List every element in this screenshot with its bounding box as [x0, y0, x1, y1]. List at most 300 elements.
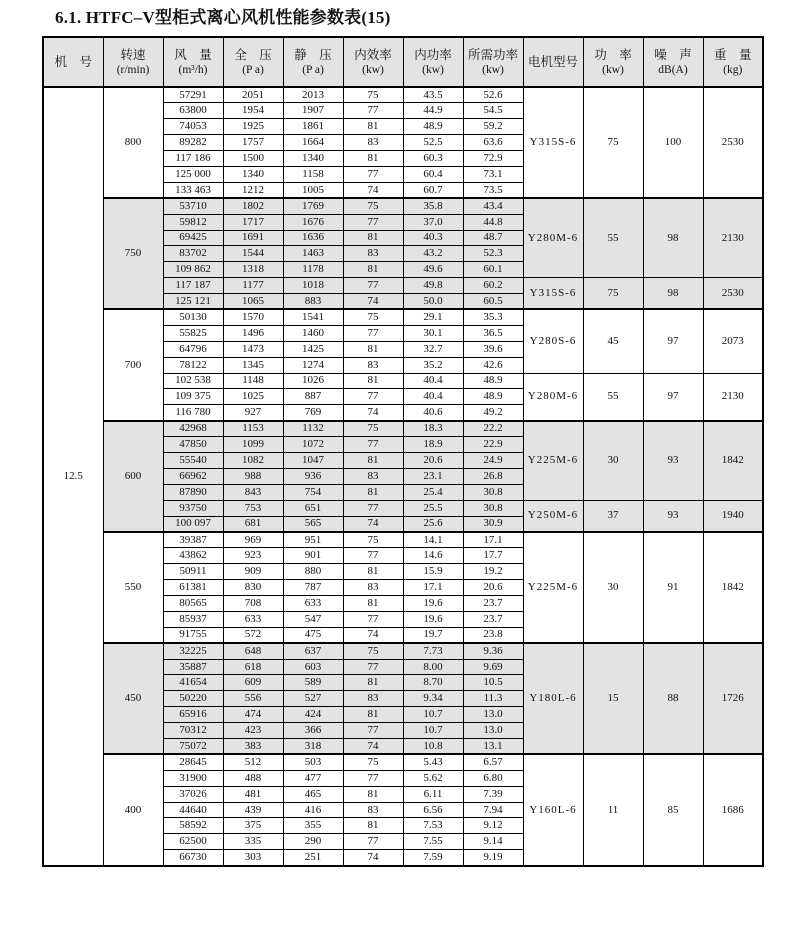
- total-pressure-cell: 572: [223, 627, 283, 643]
- static-pressure-cell: 355: [283, 818, 343, 834]
- internal-power-cell: 19.7: [403, 627, 463, 643]
- required-power-cell: 48.9: [463, 389, 523, 405]
- internal-power-cell: 10.8: [403, 739, 463, 755]
- noise-cell: 97: [643, 309, 703, 373]
- internal-power-cell: 8.70: [403, 675, 463, 691]
- noise-cell: 98: [643, 198, 703, 277]
- internal-power-cell: 17.1: [403, 580, 463, 596]
- required-power-cell: 54.5: [463, 103, 523, 119]
- flow-cell: 58592: [163, 818, 223, 834]
- required-power-cell: 19.2: [463, 564, 523, 580]
- static-pressure-cell: 1664: [283, 135, 343, 151]
- table-row: [43, 754, 763, 770]
- flow-cell: 75072: [163, 739, 223, 755]
- column-header-name: 全 压: [234, 48, 272, 62]
- total-pressure-cell: 1925: [223, 119, 283, 135]
- internal-power-cell: 25.4: [403, 484, 463, 500]
- column-header-unit: (P a): [242, 64, 264, 76]
- required-power-cell: 26.8: [463, 468, 523, 484]
- total-pressure-cell: 474: [223, 707, 283, 723]
- total-pressure-cell: 512: [223, 754, 283, 770]
- motor-power-cell: 45: [583, 309, 643, 373]
- weight-cell: 1726: [703, 643, 763, 754]
- total-pressure-cell: 481: [223, 786, 283, 802]
- required-power-cell: 23.7: [463, 611, 523, 627]
- efficiency-cell: 81: [343, 675, 403, 691]
- required-power-cell: 7.39: [463, 786, 523, 802]
- noise-cell: 88: [643, 643, 703, 754]
- motor-model-cell: Y250M-6: [523, 500, 583, 532]
- motor-power-cell: 55: [583, 198, 643, 277]
- internal-power-cell: 14.1: [403, 532, 463, 548]
- efficiency-cell: 81: [343, 341, 403, 357]
- flow-cell: 109 862: [163, 262, 223, 278]
- static-pressure-cell: 1636: [283, 230, 343, 246]
- efficiency-cell: 77: [343, 723, 403, 739]
- static-pressure-cell: 477: [283, 770, 343, 786]
- static-pressure-cell: 1047: [283, 452, 343, 468]
- required-power-cell: 22.9: [463, 437, 523, 453]
- internal-power-cell: 20.6: [403, 452, 463, 468]
- column-header-name: 风 量: [174, 48, 212, 62]
- flow-cell: 50220: [163, 691, 223, 707]
- flow-cell: 117 186: [163, 151, 223, 167]
- static-pressure-cell: 290: [283, 834, 343, 850]
- static-pressure-cell: 424: [283, 707, 343, 723]
- internal-power-cell: 25.5: [403, 500, 463, 516]
- total-pressure-cell: 1153: [223, 421, 283, 437]
- required-power-cell: 44.8: [463, 214, 523, 230]
- noise-cell: 97: [643, 373, 703, 421]
- efficiency-cell: 77: [343, 437, 403, 453]
- static-pressure-cell: 1158: [283, 166, 343, 182]
- required-power-cell: 23.8: [463, 627, 523, 643]
- required-power-cell: 35.3: [463, 309, 523, 325]
- efficiency-cell: 81: [343, 230, 403, 246]
- static-pressure-cell: 547: [283, 611, 343, 627]
- total-pressure-cell: 609: [223, 675, 283, 691]
- required-power-cell: 9.69: [463, 659, 523, 675]
- total-pressure-cell: 843: [223, 484, 283, 500]
- internal-power-cell: 40.6: [403, 405, 463, 421]
- internal-power-cell: 7.53: [403, 818, 463, 834]
- efficiency-cell: 77: [343, 166, 403, 182]
- flow-cell: 83702: [163, 246, 223, 262]
- motor-power-cell: 55: [583, 373, 643, 421]
- total-pressure-cell: 633: [223, 611, 283, 627]
- efficiency-cell: 81: [343, 564, 403, 580]
- flow-cell: 59812: [163, 214, 223, 230]
- column-header-unit: (r/min): [116, 64, 150, 76]
- internal-power-cell: 19.6: [403, 596, 463, 612]
- internal-power-cell: 23.1: [403, 468, 463, 484]
- required-power-cell: 59.2: [463, 119, 523, 135]
- motor-power-cell: 37: [583, 500, 643, 532]
- internal-power-cell: 7.59: [403, 850, 463, 866]
- column-header: [283, 37, 343, 87]
- efficiency-cell: 81: [343, 707, 403, 723]
- total-pressure-cell: 1340: [223, 166, 283, 182]
- efficiency-cell: 77: [343, 278, 403, 294]
- weight-cell: 2130: [703, 198, 763, 277]
- motor-model-cell: Y315S-6: [523, 278, 583, 310]
- static-pressure-cell: 951: [283, 532, 343, 548]
- internal-power-cell: 52.5: [403, 135, 463, 151]
- required-power-cell: 10.5: [463, 675, 523, 691]
- required-power-cell: 13.0: [463, 707, 523, 723]
- table-row: [43, 87, 763, 103]
- speed-cell: 750: [103, 198, 163, 309]
- flow-cell: 50130: [163, 309, 223, 325]
- required-power-cell: 73.5: [463, 182, 523, 198]
- required-power-cell: 36.5: [463, 325, 523, 341]
- static-pressure-cell: 475: [283, 627, 343, 643]
- internal-power-cell: 40.4: [403, 389, 463, 405]
- noise-cell: 100: [643, 87, 703, 198]
- static-pressure-cell: 318: [283, 739, 343, 755]
- column-header-unit: dB(A): [658, 64, 688, 76]
- total-pressure-cell: 1954: [223, 103, 283, 119]
- internal-power-cell: 18.9: [403, 437, 463, 453]
- efficiency-cell: 75: [343, 532, 403, 548]
- column-header-name: 内功率: [414, 48, 452, 62]
- column-header-unit: (m³/h): [178, 64, 208, 76]
- column-header: [103, 37, 163, 87]
- total-pressure-cell: 1544: [223, 246, 283, 262]
- efficiency-cell: 74: [343, 405, 403, 421]
- total-pressure-cell: 383: [223, 739, 283, 755]
- flow-cell: 91755: [163, 627, 223, 643]
- total-pressure-cell: 1025: [223, 389, 283, 405]
- required-power-cell: 17.7: [463, 548, 523, 564]
- total-pressure-cell: 1318: [223, 262, 283, 278]
- flow-cell: 28645: [163, 754, 223, 770]
- flow-cell: 57291: [163, 87, 223, 103]
- flow-cell: 44640: [163, 802, 223, 818]
- table-row: [43, 532, 763, 548]
- flow-cell: 55540: [163, 452, 223, 468]
- efficiency-cell: 77: [343, 103, 403, 119]
- total-pressure-cell: 556: [223, 691, 283, 707]
- column-header-name: 转速: [120, 48, 146, 62]
- required-power-cell: 9.12: [463, 818, 523, 834]
- column-header-unit: (P a): [302, 64, 324, 76]
- required-power-cell: 63.6: [463, 135, 523, 151]
- column-header-unit: (kw): [362, 64, 384, 76]
- efficiency-cell: 77: [343, 611, 403, 627]
- static-pressure-cell: 633: [283, 596, 343, 612]
- total-pressure-cell: 923: [223, 548, 283, 564]
- table-body: [43, 87, 763, 866]
- efficiency-cell: 81: [343, 119, 403, 135]
- weight-cell: 1686: [703, 754, 763, 865]
- static-pressure-cell: 1340: [283, 151, 343, 167]
- weight-cell: 2073: [703, 309, 763, 373]
- flow-cell: 42968: [163, 421, 223, 437]
- required-power-cell: 6.80: [463, 770, 523, 786]
- static-pressure-cell: 1460: [283, 325, 343, 341]
- flow-cell: 125 000: [163, 166, 223, 182]
- total-pressure-cell: 1345: [223, 357, 283, 373]
- required-power-cell: 6.57: [463, 754, 523, 770]
- motor-power-cell: 11: [583, 754, 643, 865]
- static-pressure-cell: 887: [283, 389, 343, 405]
- header-row: [43, 37, 763, 87]
- static-pressure-cell: 527: [283, 691, 343, 707]
- column-header-name: 静 压: [294, 48, 332, 62]
- required-power-cell: 48.9: [463, 373, 523, 389]
- efficiency-cell: 81: [343, 818, 403, 834]
- efficiency-cell: 77: [343, 770, 403, 786]
- efficiency-cell: 77: [343, 389, 403, 405]
- motor-model-cell: Y315S-6: [523, 87, 583, 198]
- total-pressure-cell: 927: [223, 405, 283, 421]
- flow-cell: 133 463: [163, 182, 223, 198]
- total-pressure-cell: 375: [223, 818, 283, 834]
- efficiency-cell: 75: [343, 754, 403, 770]
- motor-model-cell: Y280S-6: [523, 309, 583, 373]
- flow-cell: 87890: [163, 484, 223, 500]
- flow-cell: 69425: [163, 230, 223, 246]
- required-power-cell: 39.6: [463, 341, 523, 357]
- efficiency-cell: 74: [343, 294, 403, 310]
- noise-cell: 93: [643, 421, 703, 500]
- internal-power-cell: 10.7: [403, 707, 463, 723]
- total-pressure-cell: 1082: [223, 452, 283, 468]
- column-header: [523, 37, 583, 87]
- efficiency-cell: 81: [343, 373, 403, 389]
- efficiency-cell: 77: [343, 214, 403, 230]
- total-pressure-cell: 1500: [223, 151, 283, 167]
- internal-power-cell: 40.3: [403, 230, 463, 246]
- total-pressure-cell: 1802: [223, 198, 283, 214]
- column-header: [43, 37, 103, 87]
- required-power-cell: 9.36: [463, 643, 523, 659]
- noise-cell: 85: [643, 754, 703, 865]
- column-header: [583, 37, 643, 87]
- total-pressure-cell: 2051: [223, 87, 283, 103]
- internal-power-cell: 35.8: [403, 198, 463, 214]
- static-pressure-cell: 465: [283, 786, 343, 802]
- column-header-name: 噪 声: [654, 48, 692, 62]
- internal-power-cell: 5.43: [403, 754, 463, 770]
- static-pressure-cell: 1907: [283, 103, 343, 119]
- internal-power-cell: 29.1: [403, 309, 463, 325]
- efficiency-cell: 75: [343, 309, 403, 325]
- efficiency-cell: 83: [343, 135, 403, 151]
- required-power-cell: 20.6: [463, 580, 523, 596]
- internal-power-cell: 44.9: [403, 103, 463, 119]
- efficiency-cell: 83: [343, 691, 403, 707]
- total-pressure-cell: 1473: [223, 341, 283, 357]
- speed-cell: 700: [103, 309, 163, 420]
- required-power-cell: 23.7: [463, 596, 523, 612]
- efficiency-cell: 81: [343, 786, 403, 802]
- required-power-cell: 30.9: [463, 516, 523, 532]
- motor-power-cell: 75: [583, 87, 643, 198]
- static-pressure-cell: 366: [283, 723, 343, 739]
- column-header-name: 重 量: [713, 48, 752, 62]
- total-pressure-cell: 988: [223, 468, 283, 484]
- internal-power-cell: 30.1: [403, 325, 463, 341]
- column-header: [223, 37, 283, 87]
- required-power-cell: 13.0: [463, 723, 523, 739]
- static-pressure-cell: 1463: [283, 246, 343, 262]
- internal-power-cell: 10.7: [403, 723, 463, 739]
- motor-model-cell: Y280M-6: [523, 198, 583, 277]
- static-pressure-cell: 880: [283, 564, 343, 580]
- column-header-unit: (kw): [602, 64, 624, 76]
- column-header-name: 电机型号: [527, 55, 578, 69]
- required-power-cell: 72.9: [463, 151, 523, 167]
- column-header-name: 所需功率: [467, 48, 518, 62]
- table-row: [43, 198, 763, 214]
- table-row: [43, 309, 763, 325]
- motor-power-cell: 75: [583, 278, 643, 310]
- required-power-cell: 52.6: [463, 87, 523, 103]
- total-pressure-cell: 1148: [223, 373, 283, 389]
- required-power-cell: 11.3: [463, 691, 523, 707]
- efficiency-cell: 75: [343, 421, 403, 437]
- motor-power-cell: 30: [583, 532, 643, 643]
- motor-model-cell: Y225M-6: [523, 421, 583, 500]
- internal-power-cell: 14.6: [403, 548, 463, 564]
- flow-cell: 41654: [163, 675, 223, 691]
- total-pressure-cell: 1099: [223, 437, 283, 453]
- static-pressure-cell: 787: [283, 580, 343, 596]
- weight-cell: 1842: [703, 532, 763, 643]
- flow-cell: 80565: [163, 596, 223, 612]
- efficiency-cell: 81: [343, 452, 403, 468]
- required-power-cell: 60.1: [463, 262, 523, 278]
- flow-cell: 66730: [163, 850, 223, 866]
- motor-model-cell: Y225M-6: [523, 532, 583, 643]
- column-header: [343, 37, 403, 87]
- internal-power-cell: 6.11: [403, 786, 463, 802]
- flow-cell: 32225: [163, 643, 223, 659]
- static-pressure-cell: 901: [283, 548, 343, 564]
- required-power-cell: 60.5: [463, 294, 523, 310]
- static-pressure-cell: 754: [283, 484, 343, 500]
- performance-table: [42, 36, 764, 867]
- total-pressure-cell: 1212: [223, 182, 283, 198]
- flow-cell: 61381: [163, 580, 223, 596]
- efficiency-cell: 74: [343, 516, 403, 532]
- flow-cell: 43862: [163, 548, 223, 564]
- efficiency-cell: 83: [343, 468, 403, 484]
- efficiency-cell: 75: [343, 643, 403, 659]
- internal-power-cell: 50.0: [403, 294, 463, 310]
- flow-cell: 102 538: [163, 373, 223, 389]
- internal-power-cell: 37.0: [403, 214, 463, 230]
- static-pressure-cell: 1861: [283, 119, 343, 135]
- speed-cell: 450: [103, 643, 163, 754]
- weight-cell: 2530: [703, 87, 763, 198]
- column-header: [163, 37, 223, 87]
- column-header-unit: (kw): [482, 64, 504, 76]
- internal-power-cell: 43.5: [403, 87, 463, 103]
- total-pressure-cell: 1177: [223, 278, 283, 294]
- internal-power-cell: 49.6: [403, 262, 463, 278]
- noise-cell: 93: [643, 500, 703, 532]
- static-pressure-cell: 1026: [283, 373, 343, 389]
- efficiency-cell: 81: [343, 262, 403, 278]
- efficiency-cell: 77: [343, 659, 403, 675]
- flow-cell: 55825: [163, 325, 223, 341]
- internal-power-cell: 15.9: [403, 564, 463, 580]
- total-pressure-cell: 753: [223, 500, 283, 516]
- total-pressure-cell: 303: [223, 850, 283, 866]
- column-header: [403, 37, 463, 87]
- static-pressure-cell: 1005: [283, 182, 343, 198]
- total-pressure-cell: 708: [223, 596, 283, 612]
- flow-cell: 37026: [163, 786, 223, 802]
- efficiency-cell: 75: [343, 198, 403, 214]
- efficiency-cell: 83: [343, 802, 403, 818]
- flow-cell: 74053: [163, 119, 223, 135]
- flow-cell: 65916: [163, 707, 223, 723]
- flow-cell: 63800: [163, 103, 223, 119]
- speed-cell: 400: [103, 754, 163, 865]
- efficiency-cell: 83: [343, 246, 403, 262]
- internal-power-cell: 25.6: [403, 516, 463, 532]
- weight-cell: 1842: [703, 421, 763, 500]
- efficiency-cell: 74: [343, 627, 403, 643]
- static-pressure-cell: 565: [283, 516, 343, 532]
- column-header-name: 机 号: [54, 55, 92, 69]
- internal-power-cell: 40.4: [403, 373, 463, 389]
- flow-cell: 100 097: [163, 516, 223, 532]
- flow-cell: 62500: [163, 834, 223, 850]
- flow-cell: 47850: [163, 437, 223, 453]
- flow-cell: 31900: [163, 770, 223, 786]
- efficiency-cell: 74: [343, 182, 403, 198]
- machine-no-cell: 12.5: [43, 87, 103, 866]
- static-pressure-cell: 1072: [283, 437, 343, 453]
- flow-cell: 64796: [163, 341, 223, 357]
- flow-cell: 85937: [163, 611, 223, 627]
- efficiency-cell: 77: [343, 834, 403, 850]
- required-power-cell: 42.6: [463, 357, 523, 373]
- motor-model-cell: Y180L-6: [523, 643, 583, 754]
- required-power-cell: 9.19: [463, 850, 523, 866]
- flow-cell: 93750: [163, 500, 223, 516]
- efficiency-cell: 81: [343, 596, 403, 612]
- static-pressure-cell: 1178: [283, 262, 343, 278]
- column-header-unit: (kg): [723, 64, 743, 76]
- total-pressure-cell: 1570: [223, 309, 283, 325]
- total-pressure-cell: 423: [223, 723, 283, 739]
- table-header: [43, 37, 763, 87]
- internal-power-cell: 43.2: [403, 246, 463, 262]
- column-header: [703, 37, 763, 87]
- total-pressure-cell: 1717: [223, 214, 283, 230]
- total-pressure-cell: 648: [223, 643, 283, 659]
- internal-power-cell: 7.73: [403, 643, 463, 659]
- required-power-cell: 49.2: [463, 405, 523, 421]
- total-pressure-cell: 1065: [223, 294, 283, 310]
- motor-model-cell: Y160L-6: [523, 754, 583, 865]
- static-pressure-cell: 651: [283, 500, 343, 516]
- column-header-name: 功 率: [594, 48, 632, 62]
- required-power-cell: 17.1: [463, 532, 523, 548]
- motor-power-cell: 30: [583, 421, 643, 500]
- efficiency-cell: 75: [343, 87, 403, 103]
- static-pressure-cell: 1541: [283, 309, 343, 325]
- internal-power-cell: 35.2: [403, 357, 463, 373]
- speed-cell: 550: [103, 532, 163, 643]
- required-power-cell: 24.9: [463, 452, 523, 468]
